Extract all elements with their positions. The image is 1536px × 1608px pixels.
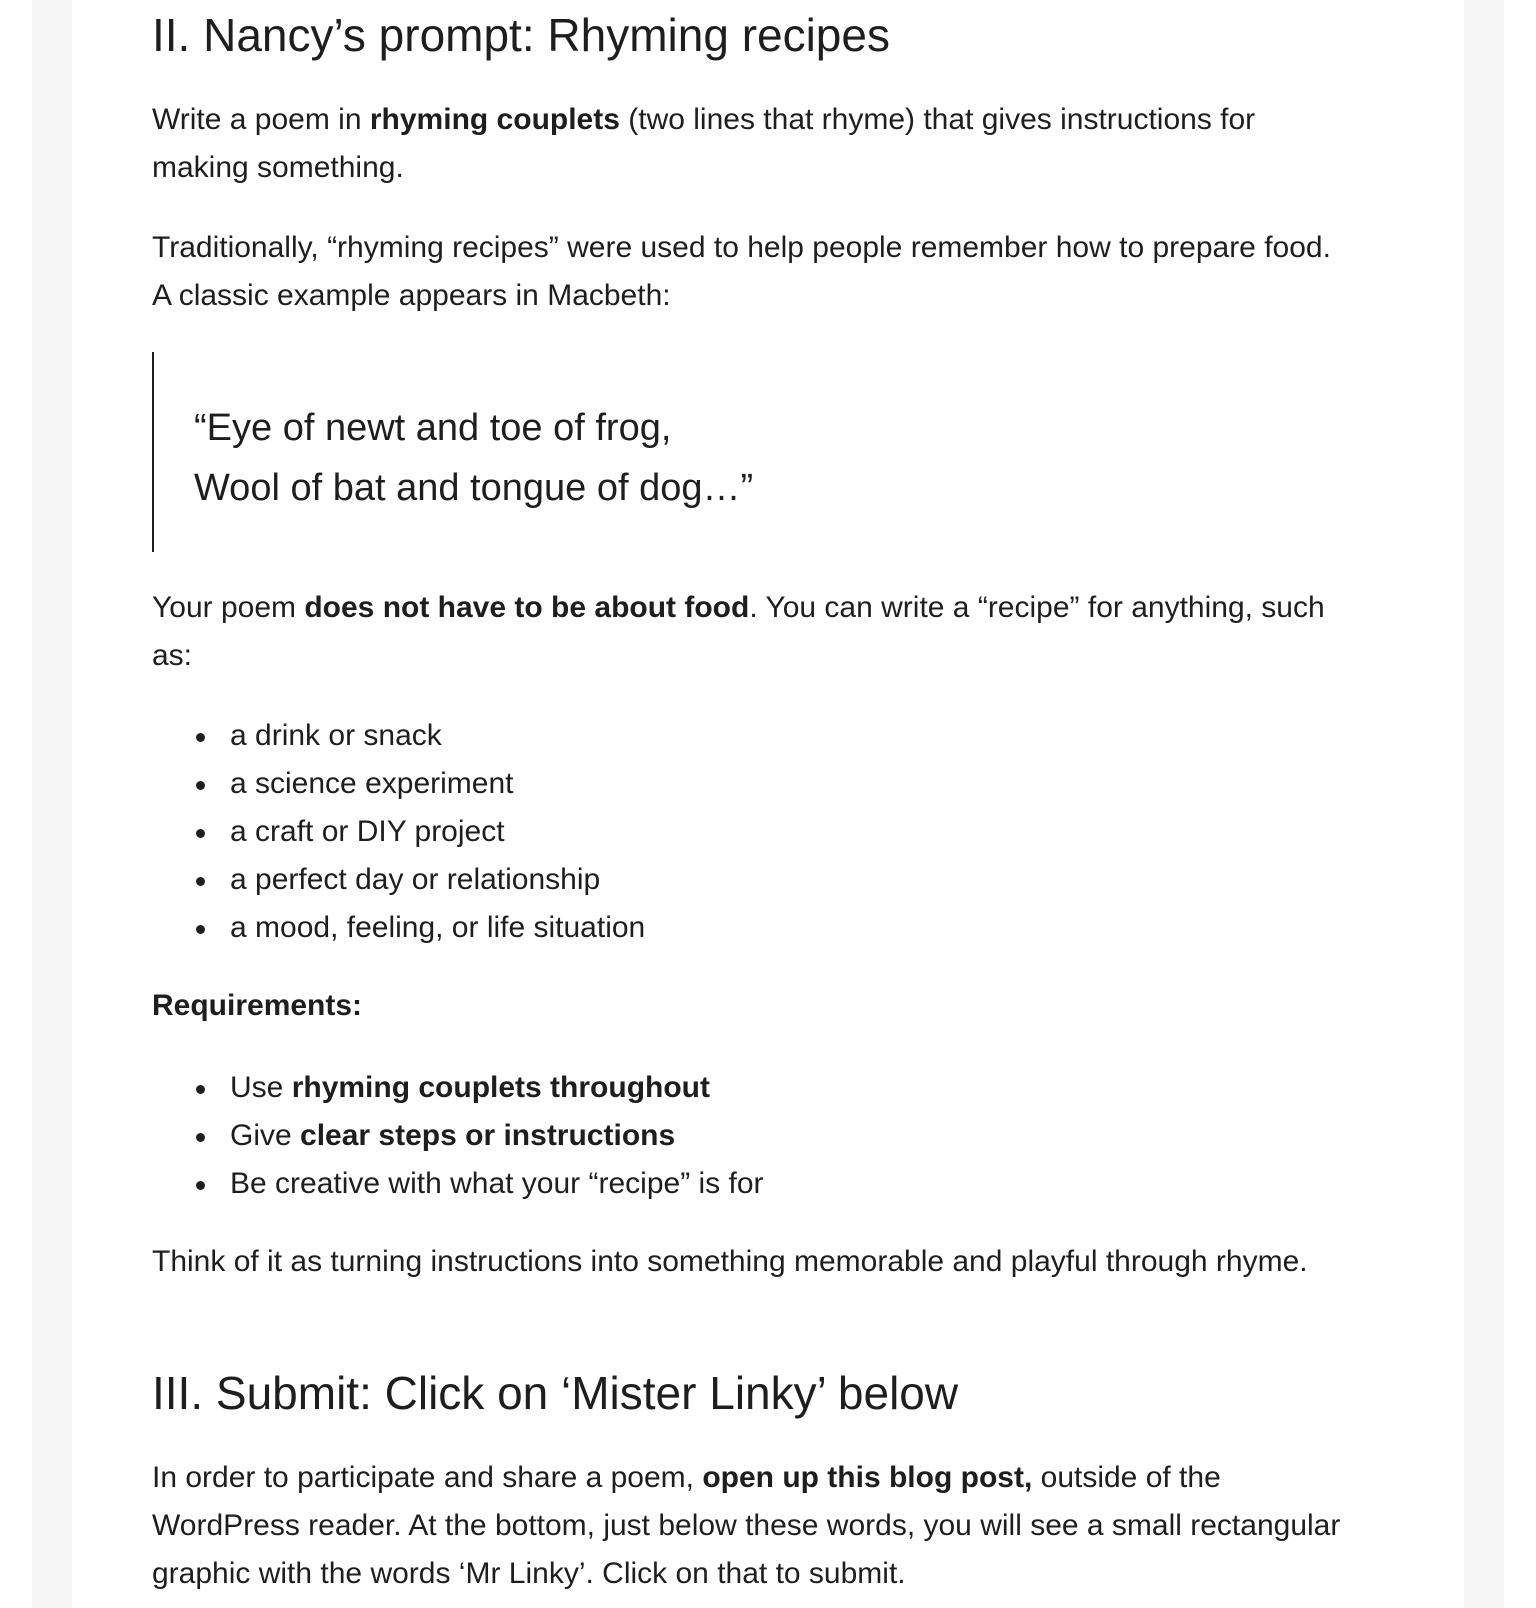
list-item xyxy=(192,1112,764,1160)
text: . You can write a “recipe” for anything, such as: xyxy=(152,591,1325,672)
text: Give xyxy=(230,1119,301,1152)
quote-line-2: Wool of bat and tongue of dog…” xyxy=(194,467,754,509)
requirements-label xyxy=(152,982,362,1030)
text: outside of the WordPress reader. At the bottom, just below these words, you will see a small rectangular graphic with the words ‘Mr Linky’. Click on that to submit. xyxy=(152,1461,1341,1590)
section-heading-prompt: II. Nancy’s prompt: Rhyming recipes xyxy=(152,9,890,61)
macbeth-blockquote xyxy=(152,352,954,552)
list-item: a drink or snack xyxy=(192,712,645,760)
bold-text: clear steps or instructions xyxy=(300,1119,676,1152)
content-panel xyxy=(72,0,1464,1608)
page-background-frame xyxy=(32,0,1504,1608)
list-item xyxy=(192,1160,764,1208)
text: Write a poem in xyxy=(152,103,370,136)
bold-text: rhyming couplets xyxy=(369,103,620,136)
quote-lines xyxy=(194,398,753,518)
examples-list xyxy=(192,712,645,952)
bold-text: does not have to be about food xyxy=(304,591,750,624)
submit-paragraph xyxy=(152,1454,1352,1598)
text: Use xyxy=(230,1071,292,1104)
quote-line-1: “Eye of newt and toe of frog, xyxy=(194,407,672,449)
closing-paragraph: Think of it as turning instructions into something memorable and playful through rhyme. xyxy=(152,1245,1308,1278)
list-item: a science experiment xyxy=(192,760,645,808)
requirements-list xyxy=(192,1064,764,1208)
bold-text: Requirements: xyxy=(152,989,363,1022)
section-heading-submit: III. Submit: Click on ‘Mister Linky’ below xyxy=(152,1367,959,1419)
list-item xyxy=(192,1064,764,1112)
bold-text: open up this blog post, xyxy=(702,1461,1033,1494)
bold-text: rhyming couplets throughout xyxy=(291,1071,710,1104)
list-item: a perfect day or relationship xyxy=(192,856,645,904)
tradition-paragraph: Traditionally, “rhyming recipes” were used to help people remember how to prepare food. A classic example appears in Macbeth: xyxy=(152,231,1331,312)
not-food-paragraph xyxy=(152,584,1352,680)
list-item: a craft or DIY project xyxy=(192,808,645,856)
prompt-intro-paragraph xyxy=(152,96,1352,192)
text: In order to participate and share a poem, xyxy=(152,1461,703,1494)
text: Your poem xyxy=(152,591,305,624)
text: (two lines that rhyme) that gives instructions for making something. xyxy=(152,103,1256,184)
list-item: a mood, feeling, or life situation xyxy=(192,904,645,952)
text: Be creative with what your “recipe” is for xyxy=(230,1167,764,1200)
